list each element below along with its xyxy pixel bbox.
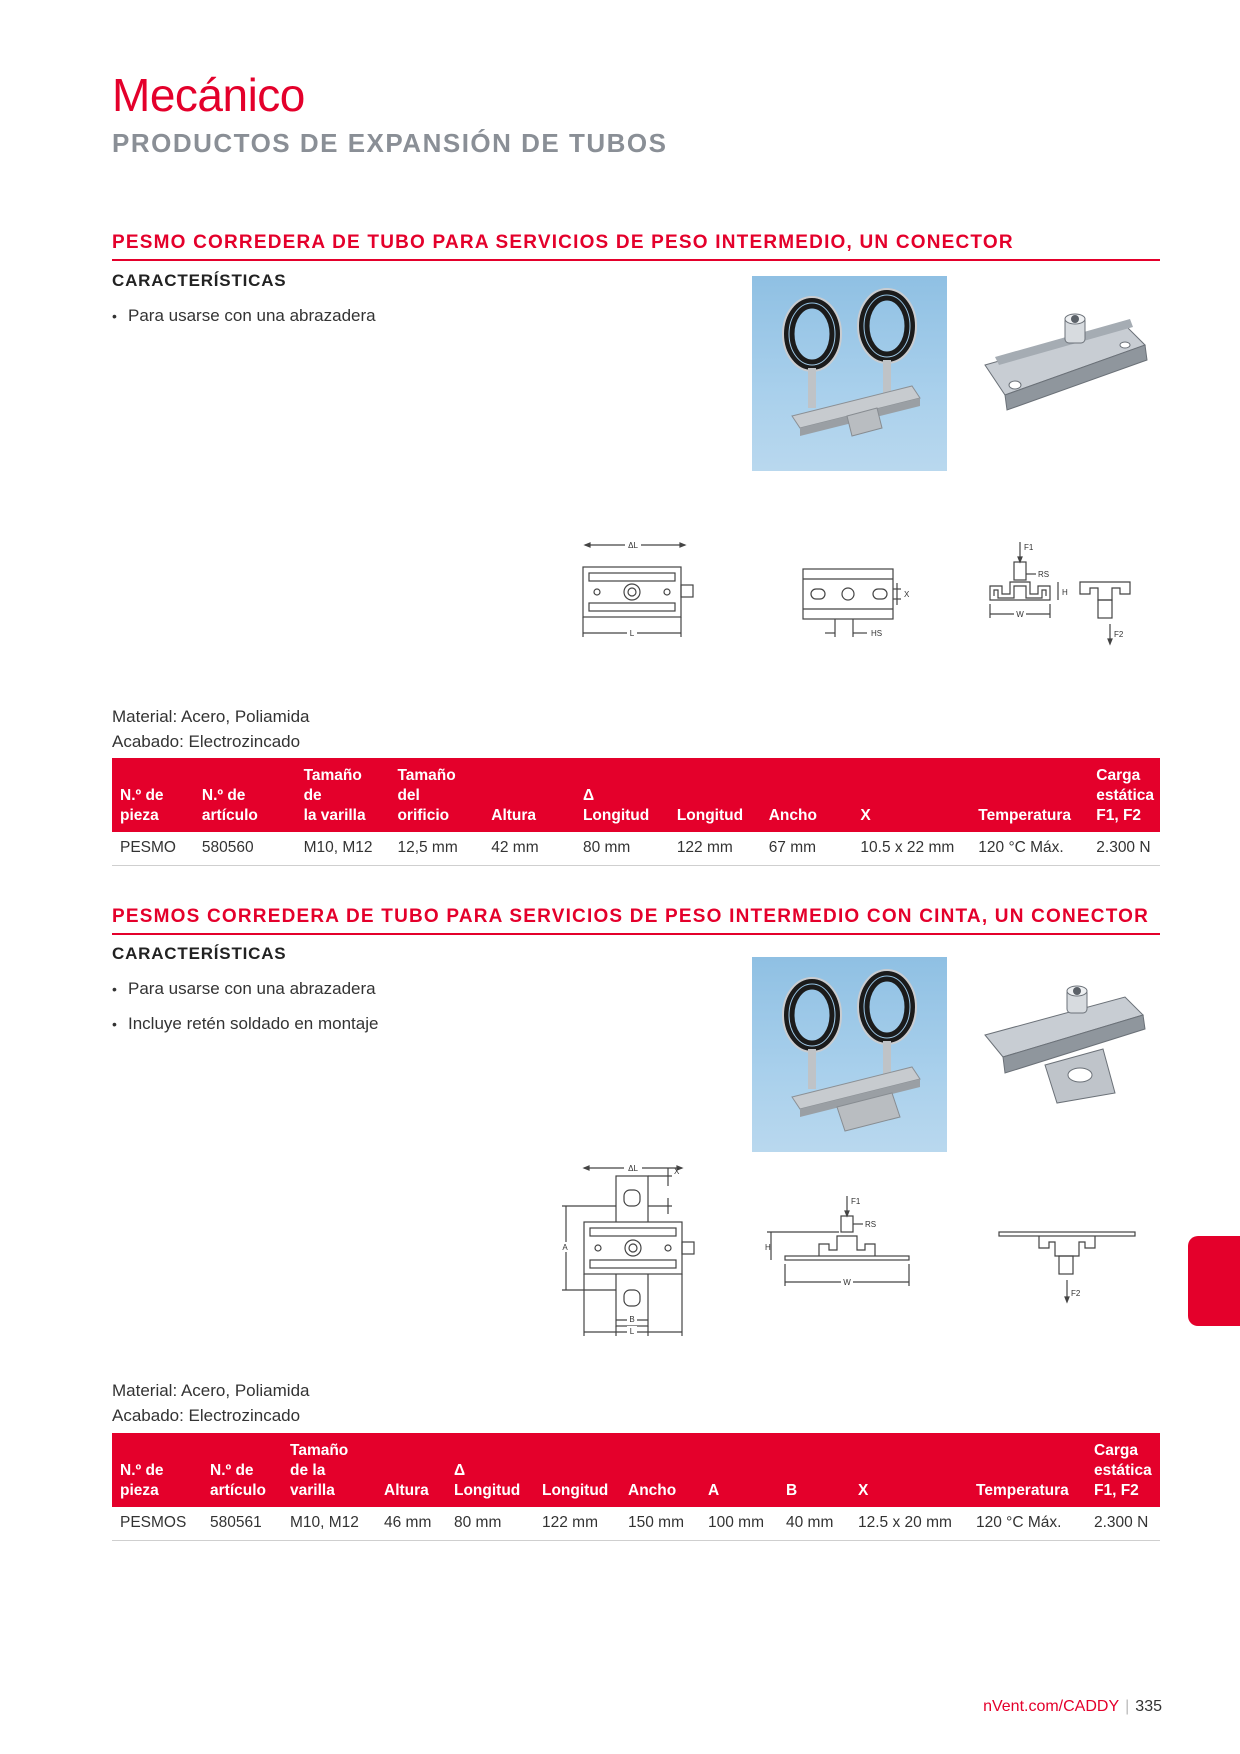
diagram-top-view-strap <box>560 1158 720 1338</box>
product-photo-pesmo-slide <box>975 305 1160 425</box>
cell-rod-size: M10, M12 <box>296 832 390 866</box>
dim-label-f2: F2 <box>1071 1289 1081 1298</box>
footer-site-link[interactable]: nVent.com/CADDY <box>983 1698 1120 1715</box>
feature-text: Para usarse con una abrazadera <box>128 306 376 325</box>
section-2-title: PESMOS CORREDERA DE TUBO PARA SERVICIOS DE PESO INTERMEDIO CON CINTA, UN CONECTOR <box>112 906 1160 935</box>
section-2-features-list <box>112 978 378 1048</box>
dim-label-hs: HS <box>871 629 883 638</box>
dim-label-delta-l: ΔL <box>628 541 638 550</box>
feature-item <box>112 978 378 1013</box>
col-b: B <box>778 1433 850 1507</box>
cell-delta-length: 80 mm <box>575 832 669 866</box>
col-delta-length: Δ Longitud <box>446 1433 534 1507</box>
col-article-no: N.º de artículo <box>194 758 296 832</box>
cell-temperature: 120 °C Máx. <box>968 1507 1086 1541</box>
col-static-load: Carga estática F1, F2 <box>1086 1433 1160 1507</box>
section-2-material-block <box>112 1378 309 1428</box>
cell-length: 122 mm <box>534 1507 620 1541</box>
feature-item <box>112 1013 378 1048</box>
page-number: 335 <box>1135 1698 1162 1715</box>
cell-part-no: PESMOS <box>112 1507 202 1541</box>
page-title: Mecánico <box>112 69 305 121</box>
product-photo-pesmo-assembly <box>752 276 947 471</box>
section-1-material-block <box>112 704 309 754</box>
page-subtitle: PRODUCTOS DE EXPANSIÓN DE TUBOS <box>112 128 668 158</box>
dim-label-h: H <box>1062 588 1068 597</box>
cell-width: 67 mm <box>761 832 853 866</box>
col-a: A <box>700 1433 778 1507</box>
cell-article-no: 580561 <box>202 1507 282 1541</box>
cell-height: 42 mm <box>483 832 575 866</box>
table-row <box>112 1507 1160 1541</box>
diagram-bottom-view <box>795 565 915 645</box>
col-height: Altura <box>376 1433 446 1507</box>
diagram-top-view <box>575 533 695 643</box>
diagram-section-view-strap <box>765 1190 930 1300</box>
cell-part-no: PESMO <box>112 832 194 866</box>
col-length: Longitud <box>534 1433 620 1507</box>
cell-height: 46 mm <box>376 1507 446 1541</box>
cell-length: 122 mm <box>669 832 761 866</box>
col-width: Ancho <box>761 758 853 832</box>
section-1-spec-table <box>112 758 1160 866</box>
cell-rod-size: M10, M12 <box>282 1507 376 1541</box>
dim-label-f1: F1 <box>851 1197 861 1206</box>
section-1-features-list <box>112 305 376 340</box>
material-text: Material: Acero, Poliamida <box>112 1381 310 1400</box>
col-part-no: N.º de pieza <box>112 1433 202 1507</box>
dim-label-x: X <box>904 590 910 599</box>
feature-text: Para usarse con una abrazadera <box>128 979 376 998</box>
material-text: Material: Acero, Poliamida <box>112 707 310 726</box>
cell-b: 40 mm <box>778 1507 850 1541</box>
product-photo-pesmos-assembly <box>752 957 947 1152</box>
diagram-section-view <box>980 538 1140 648</box>
col-hole-size: Tamaño del orificio <box>389 758 483 832</box>
chapter-tab <box>1188 1236 1240 1326</box>
col-x: X <box>850 1433 968 1507</box>
col-article-no: N.º de artículo <box>202 1433 282 1507</box>
dim-label-w: W <box>1016 610 1024 619</box>
section-1-title: PESMO CORREDERA DE TUBO PARA SERVICIOS DE PESO INTERMEDIO, UN CONECTOR <box>112 232 1160 261</box>
finish-text: Acabado: Electrozincado <box>112 732 301 751</box>
dim-label-a: A <box>562 1243 568 1252</box>
feature-text: Incluye retén soldado en montaje <box>128 1014 379 1033</box>
cell-x: 12.5 x 20 mm <box>850 1507 968 1541</box>
col-temperature: Temperatura <box>968 1433 1086 1507</box>
dim-label-f1: F1 <box>1024 543 1034 552</box>
page-footer <box>983 1698 1162 1716</box>
finish-text: Acabado: Electrozincado <box>112 1406 301 1425</box>
col-part-no: N.º de pieza <box>112 758 194 832</box>
table-row <box>112 832 1160 866</box>
dim-label-h: H <box>765 1243 771 1252</box>
cell-article-no: 580560 <box>194 832 296 866</box>
dim-label-l: L <box>629 629 635 638</box>
feature-item <box>112 305 376 340</box>
dim-label-b: B <box>629 1315 635 1324</box>
cell-delta-length: 80 mm <box>446 1507 534 1541</box>
col-rod-size: Tamaño de la varilla <box>296 758 390 832</box>
cell-a: 100 mm <box>700 1507 778 1541</box>
col-rod-size: Tamaño de la varilla <box>282 1433 376 1507</box>
col-temperature: Temperatura <box>970 758 1088 832</box>
cell-width: 150 mm <box>620 1507 700 1541</box>
dim-label-x: X <box>674 1167 680 1176</box>
dim-label-l: L <box>629 1327 635 1336</box>
dim-label-rs: RS <box>865 1220 877 1229</box>
cell-x: 10.5 x 22 mm <box>852 832 970 866</box>
diagram-end-view-strap <box>995 1228 1140 1318</box>
section-1-features-heading: CARACTERÍSTICAS <box>112 271 287 290</box>
cell-temperature: 120 °C Máx. <box>970 832 1088 866</box>
product-photo-pesmos-slide <box>975 985 1160 1105</box>
section-2-features-heading: CARACTERÍSTICAS <box>112 944 287 963</box>
col-delta-length: Δ Longitud <box>575 758 669 832</box>
col-height: Altura <box>483 758 575 832</box>
dim-label-delta-l: ΔL <box>628 1164 638 1173</box>
dim-label-w: W <box>843 1278 851 1287</box>
cell-static-load: 2.300 N <box>1086 1507 1160 1541</box>
col-x: X <box>852 758 970 832</box>
cell-static-load: 2.300 N <box>1088 832 1160 866</box>
col-length: Longitud <box>669 758 761 832</box>
cell-hole-size: 12,5 mm <box>389 832 483 866</box>
col-static-load: Carga estática F1, F2 <box>1088 758 1160 832</box>
col-width: Ancho <box>620 1433 700 1507</box>
footer-separator: | <box>1125 1698 1130 1715</box>
section-2-spec-table <box>112 1433 1160 1541</box>
dim-label-f2: F2 <box>1114 630 1124 639</box>
dim-label-rs: RS <box>1038 570 1050 579</box>
